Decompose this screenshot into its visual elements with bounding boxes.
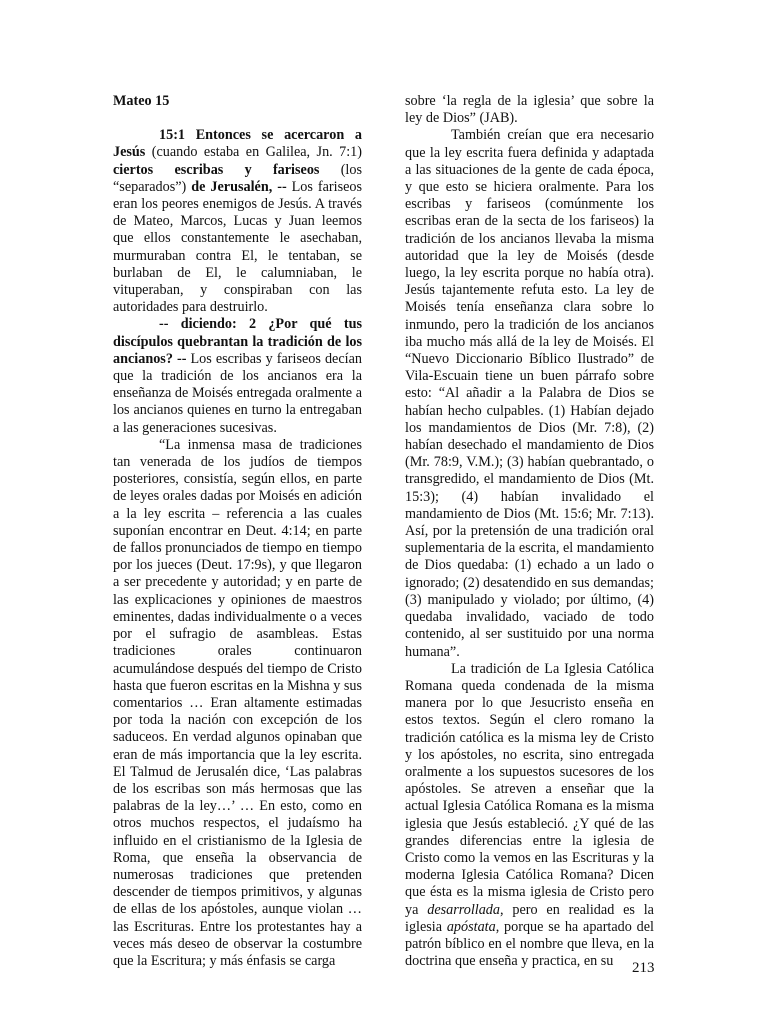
text: (los “separados”) <box>113 161 362 195</box>
paragraph-catholic-church <box>405 661 654 971</box>
bold-text: ciertos escribas y fariseos <box>113 161 320 178</box>
text: , porque se ha apartado del patrón bíblico en el nombre que lleva, en la doctrina que enseña y practica, en su <box>405 918 654 970</box>
italic-text: desarrollada <box>427 901 500 918</box>
text: (cuando estaba en Galilea, Jn. 7:1) <box>145 144 362 161</box>
italic-text: apóstata <box>446 918 496 935</box>
page-number: 213 <box>632 960 655 976</box>
left-column <box>113 93 362 970</box>
bold-text: 15:1 Entonces se acercaron a Jesús <box>113 127 362 161</box>
text: Los escribas y fariseos decían que la tradición de los ancianos era la enseñanza de Moisés entregada oralmente a los ancianos quienes en turno la entregaban a las generaciones sucesivas. <box>113 350 362 436</box>
chapter-heading: Mateo 15 <box>113 93 170 109</box>
bold-text: de Jerusalén, -- <box>191 178 287 195</box>
bold-text: -- diciendo: 2 ¿Por qué tus discípulos quebrantan la tradición de los ancianos? -- <box>113 316 362 367</box>
text: Los fariseos eran los peores enemigos de Jesús. A través de Mateo, Marcos, Lucas y Juan leemos que ellos constantemente le asechaban, murmuraban contra El, le tentaban, se burlaban de El, le calumniaban, le vituperaban, y conspiraban con las autoridades para destruirlo. <box>113 178 362 316</box>
paragraph-quote: “La inmensa masa de tradiciones tan venerada de los judíos de tiempos posteriores, consistía, según ellos, en parte de leyes orales dadas por Moisés en adición a la ley escrita – referencia a las cuales suponían encontrar en Deut. 4:14; en parte de fallos pronunciados de tiempo en tiempo por los jueces (Deut. 17:9s), y que llegaron a ser precedente y autoridad; y en parte de las explicaciones y opiniones de maestros eminentes, dadas individualmente o a veces por el sufragio de asambleas. Estas tradiciones orales continuaron acumulándose después del tiempo de Cristo hasta que fueron escritas en la Mishna y sus comentarios … Eran altamente estimadas por toda la nación con excepción de los saduceos. En verdad algunos opinaban que eran de más importancia que la ley escrita. El Talmud de Jerusalén dice, ‘Las palabras de los escribas son más hermosas que las palabras de la ley…’ … En esto, como en otros muchos respectos, el judaísmo ha influido en el cristianismo de la Iglesia de Roma, que enseña la observancia de numerosas tradiciones que pretenden descender de tiempos primitivos, y algunas de ellas de los apóstoles, aunque violan … las Escrituras. Entre los protestantes hay a veces más deseo de observar la costumbre que la Escritura; y más énfasis se carga <box>113 436 363 969</box>
right-column <box>405 93 654 970</box>
paragraph-tradition: También creían que era necesario que la ley escrita fuera definida y adaptada a las situaciones de la gente de cada época, y que esto se hiciera oralmente. Para los escribas y fariseos (comúnmente los escribas eran de la secta de los fariseos) la tradición de los ancianos llevaba la misma autoridad que la ley de Moisés (desde luego, la ley escrita porque no había otra). Jesús tajantemente refuta esto. La ley de Moisés tenía enseñanza clara sobre lo inmundo, pero la tradición de los ancianos iba mucho más allá de la ley de Moisés. El “Nuevo Diccionario Bíblico Ilustrado” de Vila-Escuain tiene un buen párrafo sobre esto: “Al añadir a la Palabra de Dios se habían hecho culpables. (1) Habían dejado los mandamientos de Dios (Mr. 7:8), (2) habían desechado el mandamiento de Dios (Mr. 78:9, V.M.); (3) habían quebrantado, o transgredido, el mandamiento de Dios (Mt. 15:3); (4) habían invalidado el mandamiento de Dios (Mt. 15:6; Mr. 7:13). Así, por la pretensión de una tradición oral suplementaria de la escrita, el mandamiento de Dios quedaba: (1) echado a un lado o ignorado; (2) desatendido en sus demandas; (3) manipulado y violado; por último, (4) quedaba invalidado, vaciado de todo contenido, al ser sustituido por una norma humana”. <box>405 127 654 660</box>
text: , pero en realidad es la iglesia <box>405 901 654 935</box>
paragraph-verse-1 <box>113 127 362 316</box>
paragraph-verse-2 <box>113 316 362 436</box>
text: La tradición de La Iglesia Católica Romana queda condenada de la misma manera por lo que Jesucristo enseña en estos textos. Según el clero romano la tradición católica es la misma ley de Cristo y los apóstoles, no escrita, sino entregada oralmente a los supuestos sucesores de los apóstoles. Se atreven a enseñar que la actual Iglesia Católica Romana es la misma iglesia que Jesús estableció. ¿Y qué de las grandes diferencias entre la iglesia de Cristo como la vemos en las Escrituras y la moderna Iglesia Católica Romana? Dicen que ésta es la misma iglesia de Cristo pero ya <box>405 660 654 918</box>
paragraph-continuation: sobre ‘la regla de la iglesia’ que sobre la ley de Dios” (JAB). <box>405 93 654 127</box>
